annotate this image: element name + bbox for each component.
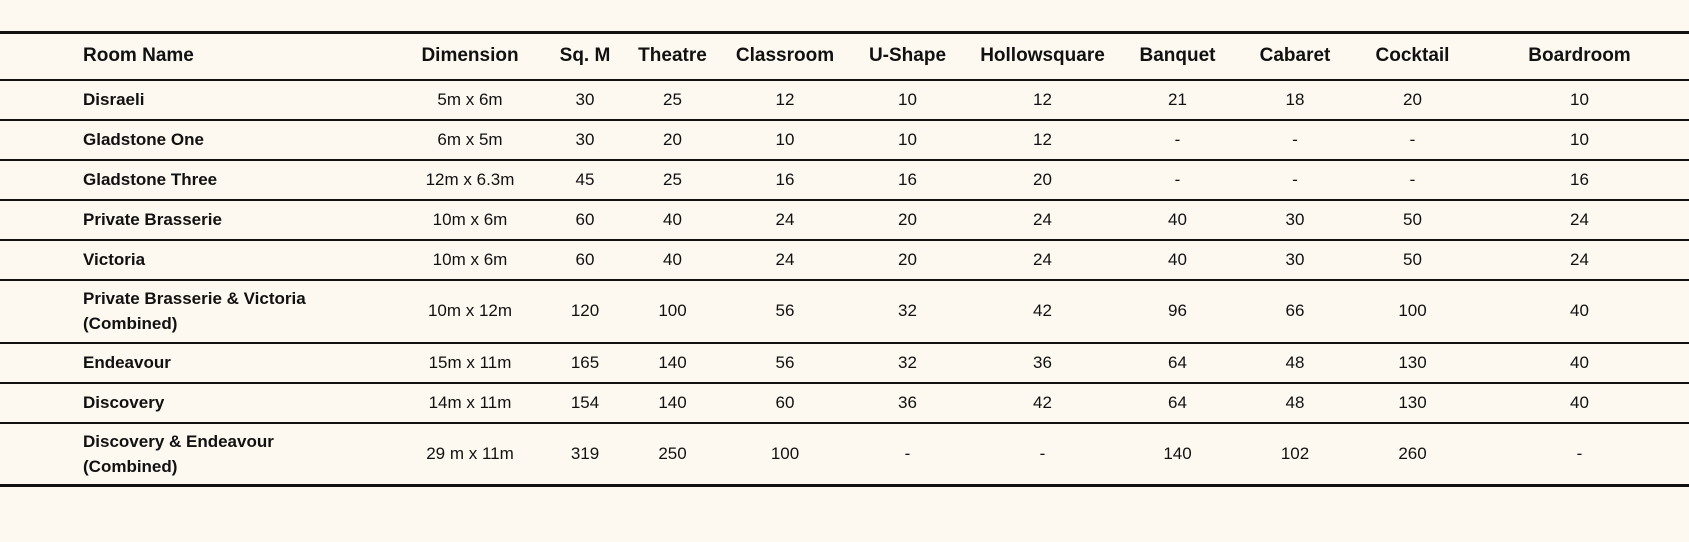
room-name: Gladstone Three <box>83 170 218 189</box>
room-name: Gladstone One <box>83 130 204 149</box>
cocktail-cell: 50 <box>1403 209 1422 229</box>
dimension-cell: 12m x 6.3m <box>425 169 515 189</box>
sq-m-cell: 154 <box>570 392 600 412</box>
cabaret-cell: 66 <box>1285 301 1305 320</box>
dimension-cell: 29 m x 11m <box>426 443 514 463</box>
room-name: Discovery & Endeavour <box>83 431 274 451</box>
header-boardroom: Boardroom <box>1528 45 1631 67</box>
cocktail-cell: 260 <box>1398 443 1427 463</box>
header-u-shape: U-Shape <box>868 45 947 67</box>
cabaret-cell: 48 <box>1285 352 1305 372</box>
table-row <box>0 200 1689 240</box>
classroom-cell: 24 <box>775 209 795 229</box>
hollowsquare-cell: 24 <box>1033 209 1052 229</box>
header-hollowsquare: Hollowsquare <box>980 45 1105 67</box>
room-name: Disraeli <box>83 90 145 109</box>
dimension-cell: 10m x 12m <box>427 301 513 320</box>
theatre-cell: 40 <box>663 249 682 269</box>
header-classroom: Classroom <box>735 45 835 67</box>
u-shape-cell: 20 <box>898 249 917 269</box>
u-shape-cell: 32 <box>898 301 917 320</box>
cabaret-cell: 102 <box>1280 443 1310 463</box>
banquet-cell: 40 <box>1168 209 1187 229</box>
u-shape-cell: 36 <box>898 392 917 412</box>
u-shape-cell: 10 <box>898 129 917 149</box>
dimension-cell: 15m x 11m <box>428 352 512 372</box>
classroom-cell: 10 <box>775 129 795 149</box>
theatre-cell: 25 <box>663 169 682 189</box>
banquet-cell: 64 <box>1168 392 1187 412</box>
theatre-cell: 140 <box>658 392 687 412</box>
boardroom-cell: 16 <box>1570 169 1589 189</box>
table-header-row <box>0 33 1689 80</box>
banquet-cell: 96 <box>1168 301 1187 320</box>
room-name-cell <box>0 120 395 160</box>
cabaret-cell: 48 <box>1285 392 1305 412</box>
sq-m-cell: 165 <box>570 352 600 372</box>
room-name-cell <box>0 240 395 280</box>
room-name: Private Brasserie & Victoria <box>83 289 306 308</box>
classroom-cell: 56 <box>775 301 795 320</box>
room-name-cell <box>0 200 395 240</box>
theatre-cell: 20 <box>663 129 682 149</box>
classroom-cell: 24 <box>775 249 795 269</box>
banquet-cell: 64 <box>1168 352 1187 372</box>
hollowsquare-cell: 20 <box>1033 169 1052 189</box>
room-name-cell <box>0 280 395 343</box>
room-name-cell <box>0 160 395 200</box>
hollowsquare-cell: 12 <box>1033 89 1052 109</box>
classroom-cell: 16 <box>775 169 795 189</box>
theatre-cell: 250 <box>658 443 687 463</box>
dimension-cell: 10m x 6m <box>432 209 508 229</box>
header-sq-m: Sq. M <box>559 45 611 67</box>
sq-m-cell: 60 <box>575 209 595 229</box>
hollowsquare-cell: 24 <box>1033 249 1052 269</box>
cocktail-cell: 130 <box>1398 392 1427 412</box>
boardroom-cell: 40 <box>1570 301 1589 320</box>
dimension-cell: 5m x 6m <box>437 89 503 109</box>
room-name-suffix: (Combined) <box>83 456 178 476</box>
header-cocktail: Cocktail <box>1375 45 1450 67</box>
sq-m-cell: 30 <box>575 129 595 149</box>
cabaret-cell: - <box>1292 169 1298 189</box>
theatre-cell: 40 <box>663 209 682 229</box>
classroom-cell: 60 <box>775 392 795 412</box>
boardroom-cell: 10 <box>1570 89 1589 109</box>
u-shape-cell: 16 <box>898 169 917 189</box>
room-name: Victoria <box>83 250 146 269</box>
header-room-name: Room Name <box>83 45 194 67</box>
sq-m-cell: 30 <box>575 89 595 109</box>
room-capacity-table <box>0 31 1689 487</box>
header-theatre: Theatre <box>638 45 707 67</box>
cocktail-cell: 130 <box>1398 352 1427 372</box>
room-name: Discovery <box>83 393 165 412</box>
hollowsquare-cell: 36 <box>1033 352 1052 372</box>
header-banquet: Banquet <box>1139 45 1216 67</box>
boardroom-cell: 40 <box>1570 352 1589 372</box>
table-row <box>0 160 1689 200</box>
sq-m-cell: 120 <box>570 301 600 320</box>
room-name-cell <box>0 423 395 486</box>
boardroom-cell: 10 <box>1570 129 1589 149</box>
room-name-suffix: (Combined) <box>83 314 178 333</box>
cocktail-cell: 100 <box>1398 301 1427 320</box>
cocktail-cell: - <box>1409 129 1416 149</box>
u-shape-cell: 32 <box>898 352 917 372</box>
theatre-cell: 25 <box>663 89 682 109</box>
banquet-cell: - <box>1174 169 1181 189</box>
cabaret-cell: - <box>1292 129 1298 149</box>
boardroom-cell: - <box>1576 443 1583 463</box>
u-shape-cell: 20 <box>898 209 917 229</box>
sq-m-cell: 45 <box>575 169 595 189</box>
header-cabaret: Cabaret <box>1259 45 1331 67</box>
cocktail-cell: - <box>1409 169 1416 189</box>
table-row <box>0 383 1689 423</box>
table-row <box>0 120 1689 160</box>
cabaret-cell: 18 <box>1285 89 1305 109</box>
theatre-cell: 140 <box>658 352 687 372</box>
banquet-cell: - <box>1174 129 1181 149</box>
banquet-cell: 21 <box>1168 89 1187 109</box>
table-row <box>0 423 1689 486</box>
table-row <box>0 80 1689 120</box>
u-shape-cell: - <box>904 443 911 463</box>
room-name-cell <box>0 80 395 120</box>
banquet-cell: 140 <box>1163 443 1192 463</box>
dimension-cell: 10m x 6m <box>432 249 508 269</box>
classroom-cell: 56 <box>775 352 795 372</box>
hollowsquare-cell: 12 <box>1033 129 1052 149</box>
sq-m-cell: 60 <box>575 249 595 269</box>
room-name: Endeavour <box>83 353 171 372</box>
hollowsquare-cell: - <box>1039 443 1046 463</box>
u-shape-cell: 10 <box>898 89 917 109</box>
room-capacity-table-container <box>0 31 1689 487</box>
cocktail-cell: 50 <box>1403 249 1422 269</box>
classroom-cell: 100 <box>770 443 800 463</box>
theatre-cell: 100 <box>658 301 687 320</box>
room-name: Private Brasserie <box>83 210 222 229</box>
cabaret-cell: 30 <box>1285 209 1305 229</box>
room-name-cell <box>0 343 395 383</box>
table-row <box>0 240 1689 280</box>
room-name-cell <box>0 383 395 423</box>
hollowsquare-cell: 42 <box>1033 392 1052 412</box>
banquet-cell: 40 <box>1168 249 1187 269</box>
boardroom-cell: 24 <box>1570 249 1589 269</box>
table-row <box>0 280 1689 343</box>
sq-m-cell: 319 <box>570 443 600 463</box>
hollowsquare-cell: 42 <box>1033 301 1052 320</box>
header-dimension: Dimension <box>421 45 519 67</box>
boardroom-cell: 24 <box>1570 209 1589 229</box>
boardroom-cell: 40 <box>1570 392 1589 412</box>
cocktail-cell: 20 <box>1403 89 1422 109</box>
cabaret-cell: 30 <box>1285 249 1305 269</box>
dimension-cell: 14m x 11m <box>428 392 512 412</box>
table-row <box>0 343 1689 383</box>
classroom-cell: 12 <box>775 89 795 109</box>
dimension-cell: 6m x 5m <box>437 129 503 149</box>
